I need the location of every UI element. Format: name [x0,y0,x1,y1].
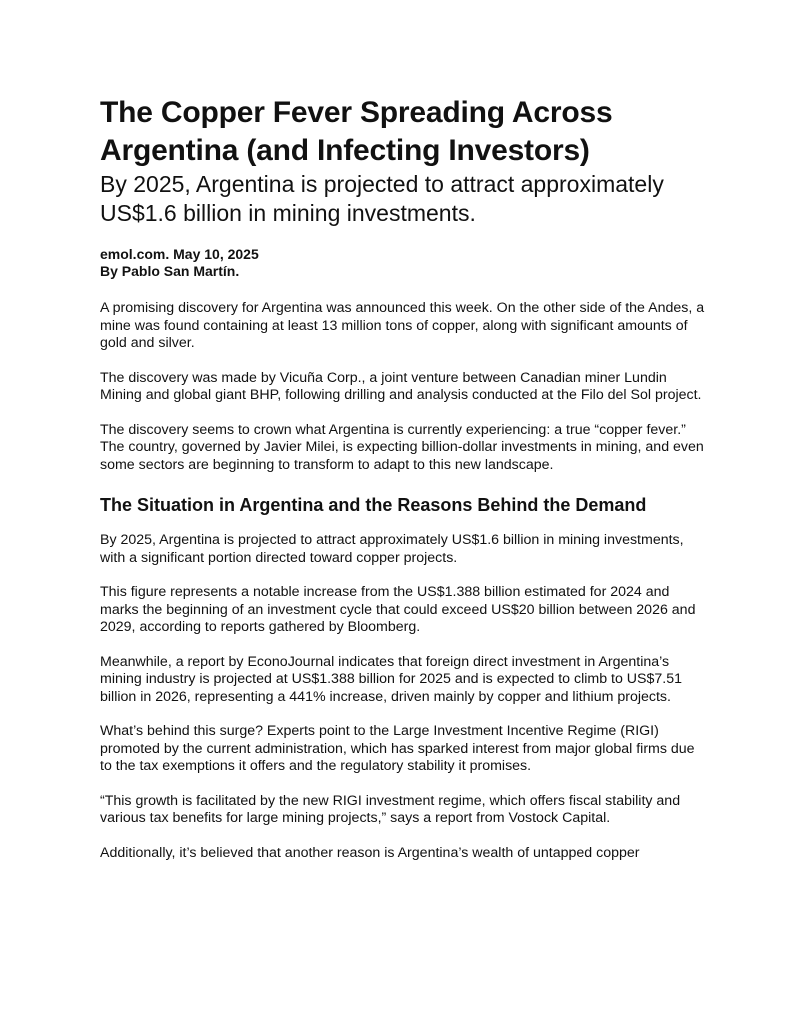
article-title: The Copper Fever Spreading Across Argentina (and Infecting Investors) [100,96,613,167]
author-line: By Pablo San Martín. [100,263,240,279]
paragraph: The discovery was made by Vicuña Corp., a joint venture between Canadian miner Lundin Mining and global giant BHP, following drilling and analysis conducted at the Filo del Sol project. [100,369,702,403]
paragraph: A promising discovery for Argentina was announced this week. On the other side of the Andes, a mine was found containing at least 13 million tons of copper, along with significant amounts of gold and silver. [100,300,705,351]
paragraph: Meanwhile, a report by EconoJournal indicates that foreign direct investment in Argentina’s mining industry is projected at US$1.388 billion for 2025 and is expected to climb to US$7.51 billion in 2026, representing a 441% increase, driven mainly by copper and lithium projects. [100,653,683,705]
section-heading: The Situation in Argentina and the Reasons Behind the Demand [100,495,647,515]
paragraph: This figure represents a notable increase from the US$1.388 billion estimated for 2024 and marks the beginning of an investment cycle that could exceed US$20 billion between 2026 and 2029, according to reports gathered by Bloomberg. [100,584,696,635]
paragraph: What’s behind this surge? Experts point to the Large Investment Incentive Regime (RIGI) promoted by the current administration, which has sparked interest from major global firms due to the tax exemptions it offers and the regulatory stability it promises. [100,723,695,774]
paragraph: “This growth is facilitated by the new RIGI investment regime, which offers fiscal stability and various tax benefits for large mining projects,” says a report from Vostock Capital. [100,792,681,826]
paragraph: Additionally, it’s believed that another reason is Argentina’s wealth of untapped copper [100,844,640,861]
article [100,94,710,862]
article-subtitle: By 2025, Argentina is projected to attract approximately US$1.6 billion in mining investments. [100,171,664,226]
paragraph: The discovery seems to crown what Argentina is currently experiencing: a true “copper fever.” The country, governed by Javier Milei, is expecting billion-dollar investments in mining, and even some sectors are beginning to transform to adapt to this new landscape. [100,421,704,473]
source-line: emol.com. May 10, 2025 [100,246,259,262]
paragraph: By 2025, Argentina is projected to attract approximately US$1.6 billion in mining investments, with a significant portion directed toward copper projects. [100,532,684,566]
article-meta [100,246,710,280]
